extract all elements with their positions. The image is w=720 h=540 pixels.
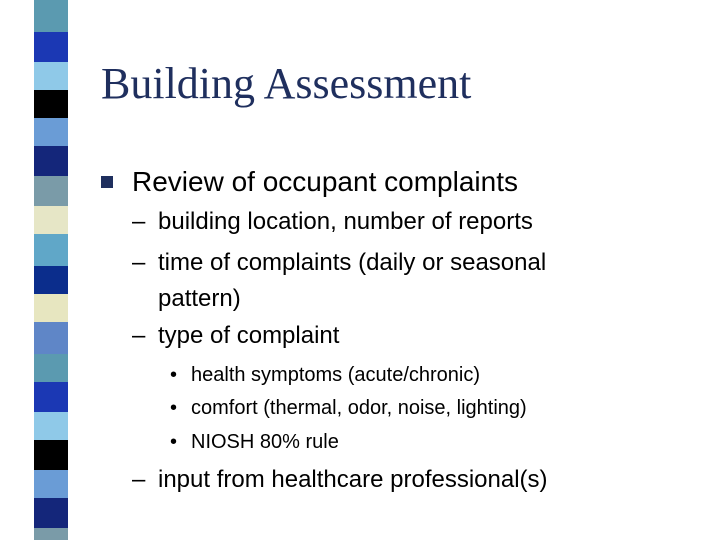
stripe-block xyxy=(34,206,68,234)
sub-item-text: pattern) xyxy=(158,285,241,312)
stripe-block xyxy=(34,528,68,540)
dash-marker: – xyxy=(132,322,146,349)
stripe-block xyxy=(34,234,68,266)
stripe-block xyxy=(34,0,68,32)
stripe-block xyxy=(34,322,68,354)
sub-item-text: building location, number of reports xyxy=(158,208,533,235)
sub-item-text: input from healthcare professional(s) xyxy=(158,466,548,493)
slide-title: Building Assessment xyxy=(101,59,472,108)
square-bullet-icon xyxy=(101,176,113,188)
dot-bullet: • xyxy=(170,364,178,386)
stripe-block xyxy=(34,382,68,412)
dash-marker: – xyxy=(132,208,146,235)
dot-bullet: • xyxy=(170,397,178,419)
subsub-item-text: NIOSH 80% rule xyxy=(191,431,339,453)
stripe-block xyxy=(34,440,68,470)
stripe-block xyxy=(34,266,68,294)
stripe-block xyxy=(34,412,68,440)
sub-item-text: type of complaint xyxy=(158,322,340,349)
stripe-block xyxy=(34,146,68,176)
stripe-block xyxy=(34,470,68,498)
dash-marker: – xyxy=(132,249,146,276)
sub-item-text: time of complaints (daily or seasonal xyxy=(158,249,547,276)
stripe-block xyxy=(34,90,68,118)
subsub-item-text: comfort (thermal, odor, noise, lighting) xyxy=(191,397,527,419)
stripe-block xyxy=(34,32,68,62)
decorative-color-stripe xyxy=(34,0,68,540)
dot-bullet: • xyxy=(170,431,178,453)
stripe-block xyxy=(34,354,68,382)
stripe-block xyxy=(34,118,68,146)
stripe-block xyxy=(34,294,68,322)
subsub-item-text: health symptoms (acute/chronic) xyxy=(191,364,481,386)
stripe-block xyxy=(34,498,68,528)
dash-marker: – xyxy=(132,466,146,493)
stripe-block xyxy=(34,62,68,90)
bullet-text: Review of occupant complaints xyxy=(132,166,518,197)
stripe-block xyxy=(34,176,68,206)
